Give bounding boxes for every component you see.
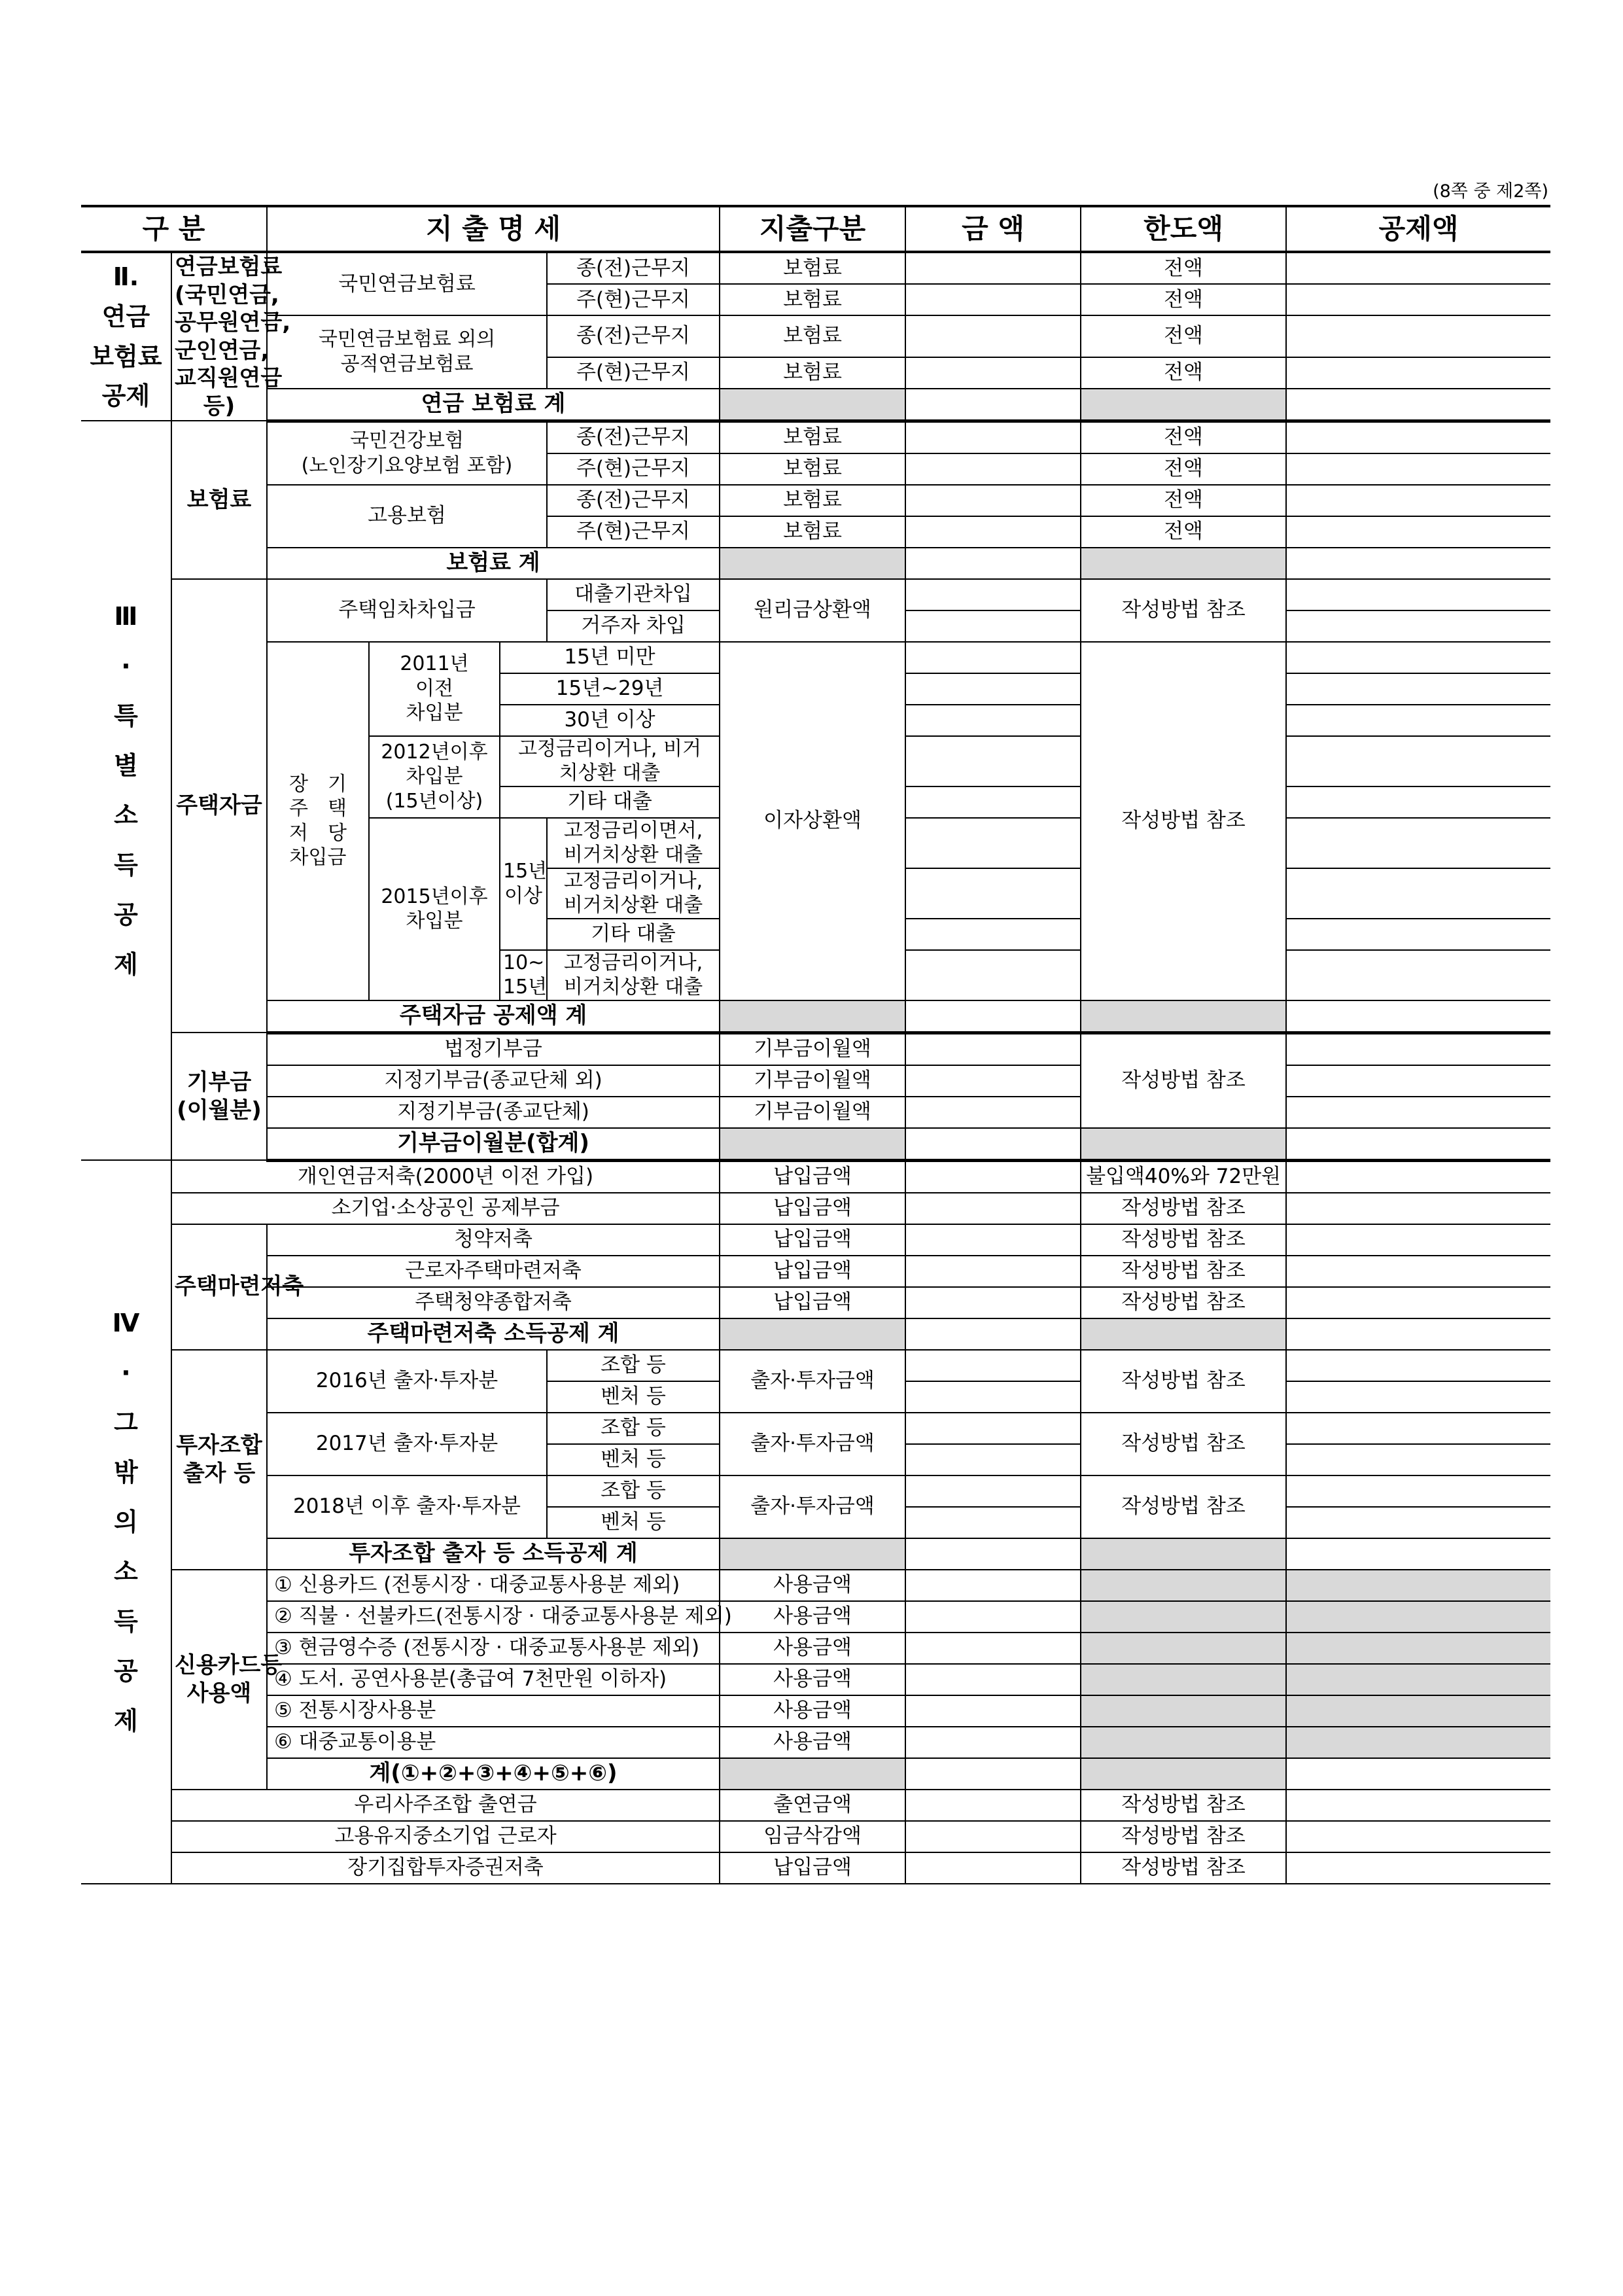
- esop-label: 우리사주조합 출연금: [171, 1790, 720, 1821]
- deduction-field[interactable]: [1286, 315, 1550, 357]
- shaded-cell: [1081, 1758, 1286, 1790]
- invest-amount-type: 출자·투자금액: [720, 1475, 905, 1538]
- limit-value: 전액: [1081, 357, 1286, 389]
- amount-field[interactable]: [905, 1287, 1081, 1318]
- union-label: 조합 등: [547, 1475, 720, 1507]
- amount-field[interactable]: [905, 1664, 1081, 1695]
- limit-value: 전액: [1081, 421, 1286, 453]
- years-15-29-label: 15년~29년: [500, 673, 720, 705]
- amount-field[interactable]: [905, 950, 1081, 1000]
- amount-field[interactable]: [905, 1444, 1081, 1475]
- shaded-cell: [720, 1318, 905, 1350]
- amount-field[interactable]: [905, 1821, 1081, 1852]
- premium-type: 보험료: [720, 252, 905, 284]
- used-type: 사용금액: [720, 1633, 905, 1664]
- premium-type: 보험료: [720, 453, 905, 485]
- invest-amount-type: 출자·투자금액: [720, 1350, 905, 1413]
- amount-field[interactable]: [905, 389, 1081, 421]
- used-type: 사용금액: [720, 1695, 905, 1727]
- interest-type: 이자상환액: [720, 642, 905, 1000]
- house-subscription-label: 주택청약종합저축: [267, 1287, 720, 1318]
- workplace-cur: 주(현)근무지: [547, 357, 720, 389]
- deduction-field[interactable]: [1286, 1821, 1550, 1852]
- shaded-cell: [720, 1758, 905, 1790]
- limit-value: 작성방법 참조: [1081, 1350, 1286, 1413]
- amount-field[interactable]: [905, 1256, 1081, 1287]
- amount-field[interactable]: [905, 1160, 1081, 1193]
- deduction-field[interactable]: [1286, 579, 1550, 610]
- over-30-label: 30년 이상: [500, 705, 720, 736]
- contribution-type: 출연금액: [720, 1790, 905, 1821]
- pension-label: 연금보험료 (국민연금, 공무원연금, 군인연금, 교직원연금 등): [171, 252, 267, 421]
- page-number: (8쪽 중 제2쪽): [1433, 181, 1548, 202]
- religious-donation-label: 지정기부금(종교단체): [267, 1097, 720, 1128]
- amount-field[interactable]: [905, 315, 1081, 357]
- invest-2018-label: 2018년 이후 출자·투자분: [267, 1475, 547, 1538]
- deduction-field[interactable]: [1286, 919, 1550, 950]
- union-label: 조합 등: [547, 1350, 720, 1381]
- deduction-field[interactable]: [1286, 1475, 1550, 1507]
- fixed-or-nongrace-label-3: 고정금리이거나, 비거치상환 대출: [547, 950, 720, 1000]
- deduction-field[interactable]: [1286, 421, 1550, 453]
- workplace-cur: 주(현)근무지: [547, 516, 720, 548]
- used-type: 사용금액: [720, 1727, 905, 1758]
- legal-donation-label: 법정기부금: [267, 1033, 720, 1065]
- principal-interest-type: 원리금상환액: [720, 579, 905, 642]
- shaded-cell: [1286, 1727, 1550, 1758]
- limit-value: 작성방법 참조: [1081, 579, 1286, 642]
- amount-field[interactable]: [905, 1000, 1081, 1033]
- section-3-title: Ⅲ · 특 별 소 득 공 제: [81, 421, 171, 1160]
- limit-value: 작성방법 참조: [1081, 642, 1286, 1000]
- investment-label: 투자조합 출자 등: [171, 1350, 267, 1570]
- header-detail: 지 출 명 세: [267, 206, 720, 252]
- housing-total-label: 주택자금 공제액 계: [267, 1000, 720, 1033]
- amount-field[interactable]: [905, 1601, 1081, 1633]
- amount-field[interactable]: [905, 642, 1081, 673]
- deduction-field[interactable]: [1286, 453, 1550, 485]
- lease-loan-label: 주택임차차입금: [267, 579, 547, 642]
- wage-cut-type: 임금삭감액: [720, 1821, 905, 1852]
- deduction-field[interactable]: [1286, 1160, 1550, 1193]
- shaded-cell: [720, 548, 905, 579]
- limit-value: 전액: [1081, 453, 1286, 485]
- card-item-2: ② 직불 · 선불카드(전통시장 · 대중교통사용분 제외): [267, 1601, 720, 1633]
- deduction-field[interactable]: [1286, 705, 1550, 736]
- venture-label: 벤처 등: [547, 1381, 720, 1413]
- premium-type: 보험료: [720, 357, 905, 389]
- shaded-cell: [1081, 1727, 1286, 1758]
- deduction-field[interactable]: [1286, 673, 1550, 705]
- employment-insurance-label: 고용보험: [267, 485, 547, 548]
- shaded-cell: [1081, 389, 1286, 421]
- deduction-field[interactable]: [1286, 1287, 1550, 1318]
- header-type: 지출구분: [720, 206, 905, 252]
- amount-field[interactable]: [905, 1097, 1081, 1128]
- national-pension-label: 국민연금보험료: [267, 252, 547, 315]
- header-limit: 한도액: [1081, 206, 1286, 252]
- workplace-prev: 종(전)근무지: [547, 421, 720, 453]
- shaded-cell: [720, 1128, 905, 1161]
- limit-value: 작성방법 참조: [1081, 1475, 1286, 1538]
- amount-field[interactable]: [905, 1033, 1081, 1065]
- amount-field[interactable]: [905, 673, 1081, 705]
- paid-type: 납입금액: [720, 1193, 905, 1224]
- deduction-field[interactable]: [1286, 818, 1550, 868]
- workplace-prev: 종(전)근무지: [547, 252, 720, 284]
- deduction-field[interactable]: [1286, 1538, 1550, 1570]
- deduction-field[interactable]: [1286, 736, 1550, 786]
- years-10-15-label: 10~ 15년: [500, 950, 547, 1000]
- shaded-cell: [1286, 1570, 1550, 1601]
- premium-type: 보험료: [720, 315, 905, 357]
- amount-field[interactable]: [905, 284, 1081, 315]
- limit-value: 작성방법 참조: [1081, 1821, 1286, 1852]
- amount-field[interactable]: [905, 1224, 1081, 1256]
- fixed-and-nongrace-label: 고정금리이면서, 비거치상환 대출: [547, 818, 720, 868]
- long-fund-savings-label: 장기집합투자증권저축: [171, 1852, 720, 1884]
- deduction-field[interactable]: [1286, 1381, 1550, 1413]
- amount-field[interactable]: [905, 252, 1081, 284]
- deduction-field[interactable]: [1286, 610, 1550, 642]
- health-insurance-label: 국민건강보험 (노인장기요양보험 포함): [267, 421, 547, 485]
- amount-field[interactable]: [905, 1507, 1081, 1538]
- designated-donation-label: 지정기부금(종교단체 외): [267, 1065, 720, 1097]
- deduction-field[interactable]: [1286, 1350, 1550, 1381]
- deduction-field[interactable]: [1286, 389, 1550, 421]
- other-loan-label: 기타 대출: [500, 786, 720, 818]
- donation-total-label: 기부금이월분(합계): [267, 1128, 720, 1161]
- amount-field[interactable]: [905, 516, 1081, 548]
- limit-value: 작성방법 참조: [1081, 1413, 1286, 1475]
- deduction-field[interactable]: [1286, 1193, 1550, 1224]
- fixed-or-nongrace-label: 고정금리이거나, 비거 치상환 대출: [500, 736, 720, 786]
- header-category: 구 분: [81, 206, 267, 252]
- pension-total-label: 연금 보험료 계: [267, 389, 720, 421]
- deduction-form-table: [81, 205, 1550, 1884]
- other-loan-label-2: 기타 대출: [547, 919, 720, 950]
- shaded-cell: [1081, 1695, 1286, 1727]
- other-pension-label: 국민연금보험료 외의 공적연금보험료: [267, 315, 547, 389]
- shaded-cell: [1286, 1601, 1550, 1633]
- shaded-cell: [1081, 1318, 1286, 1350]
- deduction-field[interactable]: [1286, 485, 1550, 516]
- deduction-field[interactable]: [1286, 1413, 1550, 1444]
- amount-field[interactable]: [905, 818, 1081, 868]
- after-2015-label: 2015년이후 차입분: [369, 818, 500, 1000]
- amount-field[interactable]: [905, 421, 1081, 453]
- header-row: [81, 206, 1550, 252]
- limit-value: 전액: [1081, 485, 1286, 516]
- used-type: 사용금액: [720, 1664, 905, 1695]
- deduction-field[interactable]: [1286, 1852, 1550, 1884]
- deduction-field[interactable]: [1286, 1507, 1550, 1538]
- amount-field[interactable]: [905, 1475, 1081, 1507]
- investment-total-label: 투자조합 출자 등 소득공제 계: [267, 1538, 720, 1570]
- paid-type: 납입금액: [720, 1287, 905, 1318]
- amount-field[interactable]: [905, 1633, 1081, 1664]
- from-resident-label: 거주자 차입: [547, 610, 720, 642]
- amount-field[interactable]: [905, 919, 1081, 950]
- limit-value: 작성방법 참조: [1081, 1790, 1286, 1821]
- deduction-field[interactable]: [1286, 1224, 1550, 1256]
- amount-field[interactable]: [905, 1350, 1081, 1381]
- header-amount: 금 액: [905, 206, 1081, 252]
- amount-field[interactable]: [905, 1538, 1081, 1570]
- limit-value: 전액: [1081, 252, 1286, 284]
- deduction-field[interactable]: [1286, 548, 1550, 579]
- house-savings-label: 주택마련저축: [171, 1224, 267, 1350]
- limit-value: 전액: [1081, 516, 1286, 548]
- limit-value: 불입액40%와 72만원: [1081, 1160, 1286, 1193]
- housing-fund-label: 주택자금: [171, 579, 267, 1033]
- union-label: 조합 등: [547, 1413, 720, 1444]
- after-2012-label: 2012년이후 차입분 (15년이상): [369, 736, 500, 818]
- amount-field[interactable]: [905, 736, 1081, 786]
- card-item-3: ③ 현금영수증 (전통시장 · 대중교통사용분 제외): [267, 1633, 720, 1664]
- deduction-field[interactable]: [1286, 1790, 1550, 1821]
- limit-value: 작성방법 참조: [1081, 1852, 1286, 1884]
- paid-type: 납입금액: [720, 1160, 905, 1193]
- shaded-cell: [1081, 548, 1286, 579]
- amount-field[interactable]: [905, 1758, 1081, 1790]
- amount-field[interactable]: [905, 1193, 1081, 1224]
- shaded-cell: [1081, 1538, 1286, 1570]
- shaded-cell: [1081, 1570, 1286, 1601]
- amount-field[interactable]: [905, 786, 1081, 818]
- limit-value: 작성방법 참조: [1081, 1287, 1286, 1318]
- insurance-total-label: 보험료 계: [267, 548, 720, 579]
- paid-type: 납입금액: [720, 1852, 905, 1884]
- premium-type: 보험료: [720, 284, 905, 315]
- invest-2016-label: 2016년 출자·투자분: [267, 1350, 547, 1413]
- deduction-field[interactable]: [1286, 252, 1550, 284]
- amount-field[interactable]: [905, 1727, 1081, 1758]
- deduction-field[interactable]: [1286, 284, 1550, 315]
- amount-field[interactable]: [905, 1065, 1081, 1097]
- shaded-cell: [720, 1000, 905, 1033]
- paid-type: 납입금액: [720, 1256, 905, 1287]
- premium-type: 보험료: [720, 516, 905, 548]
- amount-field[interactable]: [905, 610, 1081, 642]
- invest-amount-type: 출자·투자금액: [720, 1413, 905, 1475]
- credit-card-label: 신용카드등 사용액: [171, 1570, 267, 1790]
- subscription-savings-label: 청약저축: [267, 1224, 720, 1256]
- insurance-label: 보험료: [171, 421, 267, 579]
- deduction-field[interactable]: [1286, 1758, 1550, 1790]
- shaded-cell: [1286, 1633, 1550, 1664]
- amount-field[interactable]: [905, 579, 1081, 610]
- amount-field[interactable]: [905, 1790, 1081, 1821]
- deduction-field[interactable]: [1286, 1097, 1550, 1128]
- fixed-or-nongrace-label-2: 고정금리이거나, 비거치상환 대출: [547, 868, 720, 919]
- amount-field[interactable]: [905, 705, 1081, 736]
- carryover-type: 기부금이월액: [720, 1097, 905, 1128]
- limit-value: 작성방법 참조: [1081, 1193, 1286, 1224]
- over-15-years-label: 15년 이상: [500, 818, 547, 950]
- premium-type: 보험료: [720, 421, 905, 453]
- donation-label: 기부금 (이월분): [171, 1033, 267, 1160]
- deduction-field[interactable]: [1286, 357, 1550, 389]
- header-deduction: 공제액: [1286, 206, 1550, 252]
- workplace-cur: 주(현)근무지: [547, 284, 720, 315]
- limit-value: 전액: [1081, 284, 1286, 315]
- before-2011-label: 2011년 이전 차입분: [369, 642, 500, 736]
- limit-value: 작성방법 참조: [1081, 1256, 1286, 1287]
- card-total-label: 계(①+②+③+④+⑤+⑥): [267, 1758, 720, 1790]
- sme-worker-label: 고용유지중소기업 근로자: [171, 1821, 720, 1852]
- premium-type: 보험료: [720, 485, 905, 516]
- amount-field[interactable]: [905, 1695, 1081, 1727]
- workplace-prev: 종(전)근무지: [547, 315, 720, 357]
- deduction-field[interactable]: [1286, 786, 1550, 818]
- shaded-cell: [1081, 1664, 1286, 1695]
- amount-field[interactable]: [905, 548, 1081, 579]
- shaded-cell: [720, 1538, 905, 1570]
- card-item-5: ⑤ 전통시장사용분: [267, 1695, 720, 1727]
- deduction-field[interactable]: [1286, 642, 1550, 673]
- shaded-cell: [1081, 1601, 1286, 1633]
- carryover-type: 기부금이월액: [720, 1033, 905, 1065]
- small-business-label: 소기업·소상공인 공제부금: [171, 1193, 720, 1224]
- used-type: 사용금액: [720, 1601, 905, 1633]
- deduction-field[interactable]: [1286, 1033, 1550, 1065]
- amount-field[interactable]: [905, 485, 1081, 516]
- amount-field[interactable]: [905, 1318, 1081, 1350]
- amount-field[interactable]: [905, 1381, 1081, 1413]
- deduction-field[interactable]: [1286, 1256, 1550, 1287]
- deduction-field[interactable]: [1286, 1444, 1550, 1475]
- amount-field[interactable]: [905, 868, 1081, 919]
- deduction-field[interactable]: [1286, 1128, 1550, 1161]
- deduction-field[interactable]: [1286, 1065, 1550, 1097]
- limit-value: 전액: [1081, 315, 1286, 357]
- carryover-type: 기부금이월액: [720, 1065, 905, 1097]
- amount-field[interactable]: [905, 453, 1081, 485]
- deduction-field[interactable]: [1286, 950, 1550, 1000]
- deduction-field[interactable]: [1286, 1000, 1550, 1033]
- shaded-cell: [1286, 1695, 1550, 1727]
- under-15-label: 15년 미만: [500, 642, 720, 673]
- invest-2017-label: 2017년 출자·투자분: [267, 1413, 547, 1475]
- card-item-4: ④ 도서. 공연사용분(총급여 7천만원 이하자): [267, 1664, 720, 1695]
- limit-value: 작성방법 참조: [1081, 1224, 1286, 1256]
- deduction-field[interactable]: [1286, 516, 1550, 548]
- house-savings-total-label: 주택마련저축 소득공제 계: [267, 1318, 720, 1350]
- shaded-cell: [1286, 1664, 1550, 1695]
- amount-field[interactable]: [905, 357, 1081, 389]
- workplace-cur: 주(현)근무지: [547, 453, 720, 485]
- shaded-cell: [720, 389, 905, 421]
- shaded-cell: [1081, 1633, 1286, 1664]
- worker-house-savings-label: 근로자주택마련저축: [267, 1256, 720, 1287]
- venture-label: 벤처 등: [547, 1444, 720, 1475]
- from-lender-label: 대출기관차입: [547, 579, 720, 610]
- section-2-title: Ⅱ. 연금 보험료 공제: [81, 252, 171, 421]
- amount-field[interactable]: [905, 1128, 1081, 1161]
- deduction-field[interactable]: [1286, 868, 1550, 919]
- section-4-title: Ⅳ · 그 밖 의 소 득 공 제: [81, 1160, 171, 1884]
- paid-type: 납입금액: [720, 1224, 905, 1256]
- venture-label: 벤처 등: [547, 1507, 720, 1538]
- workplace-prev: 종(전)근무지: [547, 485, 720, 516]
- long-term-mortgage-label: 장 기 주 택 저 당 차입금: [267, 642, 369, 1000]
- limit-value: 작성방법 참조: [1081, 1033, 1286, 1128]
- used-type: 사용금액: [720, 1570, 905, 1601]
- amount-field[interactable]: [905, 1852, 1081, 1884]
- amount-field[interactable]: [905, 1570, 1081, 1601]
- amount-field[interactable]: [905, 1413, 1081, 1444]
- deduction-field[interactable]: [1286, 1318, 1550, 1350]
- card-item-1: ① 신용카드 (전통시장 · 대중교통사용분 제외): [267, 1570, 720, 1601]
- pension-savings-label: 개인연금저축(2000년 이전 가입): [171, 1160, 720, 1193]
- shaded-cell: [1081, 1128, 1286, 1161]
- shaded-cell: [1081, 1000, 1286, 1033]
- card-item-6: ⑥ 대중교통이용분: [267, 1727, 720, 1758]
